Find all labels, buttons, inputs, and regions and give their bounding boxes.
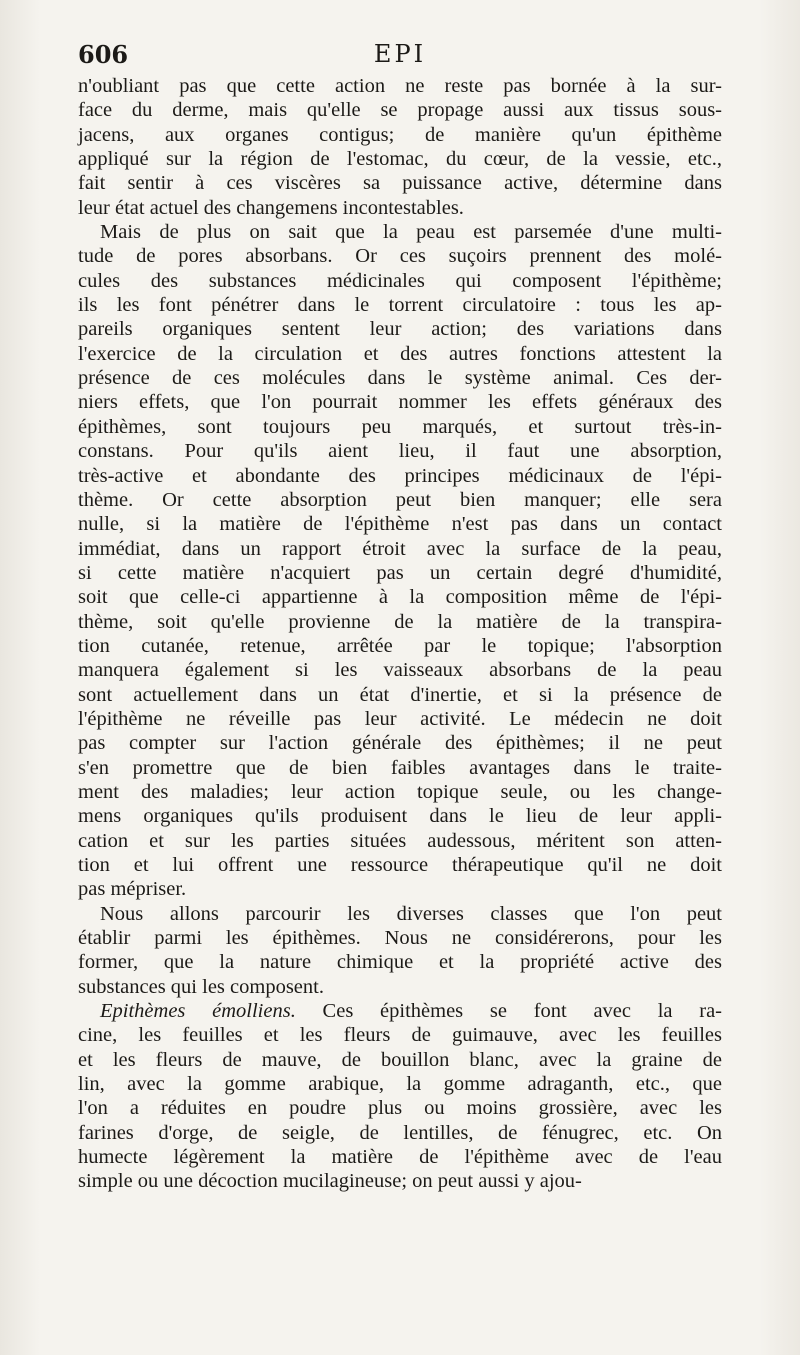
- text-line: jacens, aux organes contigus; de manière qu'un épithème: [78, 123, 722, 146]
- paragraph-absorption: [78, 220, 722, 902]
- text-line: substances qui les composent.: [78, 975, 324, 998]
- text-line: immédiat, dans un rapport étroit avec la surface de la peau,: [78, 537, 722, 560]
- text-line: tion et lui offrent une ressource thérapeutique qu'il ne doit: [78, 854, 722, 876]
- text-line: [78, 999, 722, 1023]
- text-line: épithèmes, sont toujours peu marqués, et surtout très-in-: [78, 415, 722, 438]
- text-line: former, que la nature chimique et la propriété active des: [78, 951, 722, 974]
- text-line: mens organiques qu'ils produisent dans le lieu de leur appli-: [78, 805, 722, 828]
- text-line: face du derme, mais qu'elle se propage aussi aux tissus sous-: [78, 99, 722, 122]
- text-line: si cette matière n'acquiert pas un certain degré d'humidité,: [78, 561, 722, 584]
- text-line: niers effets, que l'on pourrait nommer les effets généraux des: [78, 391, 722, 414]
- text-line: pas mépriser.: [78, 878, 187, 901]
- text-line: Nous allons parcourir les diverses classes que l'on peut: [100, 902, 722, 925]
- text-line: cation et sur les parties situées audessous, méritent son atten-: [78, 829, 722, 852]
- text-line: cules des substances médicinales qui composent l'épithème;: [78, 269, 722, 292]
- text-line: appliqué sur la région de l'estomac, du cœur, de la vessie, etc.,: [78, 148, 722, 171]
- text-line: lin, avec la gomme arabique, la gomme adraganth, etc., que: [78, 1073, 722, 1096]
- text-line: fait sentir à ces viscères sa puissance active, détermine dans: [78, 172, 722, 195]
- text-line: établir parmi les épithèmes. Nous ne considérerons, pour les: [78, 927, 722, 950]
- text-line: Mais de plus on sait que la peau est parsemée d'une multi-: [100, 221, 722, 244]
- text-line: n'oubliant pas que cette action ne reste pas bornée à la sur-: [78, 75, 722, 97]
- text-line: ils les font pénétrer dans le torrent circulatoire : tous les ap-: [78, 294, 722, 317]
- page-header: [78, 40, 722, 76]
- text-line: leur état actuel des changemens incontestables.: [78, 196, 464, 219]
- text-line: pas compter sur l'action générale des épithèmes; il ne peut: [78, 732, 722, 755]
- text-line: thème. Or cette absorption peut bien manquer; elle sera: [78, 488, 722, 511]
- paragraph-classes: [78, 902, 722, 999]
- text-line: tion cutanée, retenue, arrêtée par le topique; l'absorption: [78, 634, 722, 657]
- text-line: manquera également si les vaisseaux absorbans de la peau: [78, 659, 722, 682]
- text-line: très-active et abondante des principes médicinaux de l'épi-: [78, 464, 722, 487]
- text-line: l'exercice de la circulation et des autres fonctions attestent la: [78, 342, 722, 365]
- body-text: [78, 74, 722, 1194]
- text-line: s'en promettre que de bien faibles avantages dans le traite-: [78, 756, 722, 779]
- text-line: sont actuellement dans un état d'inertie, et si la présence de: [78, 683, 722, 706]
- text-line: soit que celle-ci appartienne à la composition même de l'épi-: [78, 586, 722, 609]
- running-head: EPI: [373, 40, 427, 68]
- text-line: présence de ces molécules dans le système animal. Ces der-: [78, 367, 722, 390]
- text-line: farines d'orge, de seigle, de lentilles, de fénugrec, etc. On: [78, 1121, 722, 1144]
- text-line: nulle, si la matière de l'épithème n'est pas dans un contact: [78, 513, 722, 536]
- paragraph-continuation: [78, 74, 722, 220]
- text-line: constans. Pour qu'ils aient lieu, il faut une absorption,: [78, 440, 722, 463]
- text-line: tude de pores absorbans. Or ces suçoirs prennent des molé-: [78, 245, 722, 268]
- text-line: l'épithème ne réveille pas leur activité. Le médecin ne doit: [78, 707, 722, 730]
- text-line: cine, les feuilles et les fleurs de guimauve, avec les feuilles: [78, 1024, 722, 1047]
- section-term: Epithèmes émolliens.: [100, 1000, 296, 1023]
- page-number: 606: [78, 40, 129, 69]
- text-line: ment des maladies; leur action topique seule, ou les change-: [78, 780, 722, 803]
- text-line: et les fleurs de mauve, de bouillon blanc, avec la graine de: [78, 1048, 722, 1071]
- text-line: pareils organiques sentent leur action; des variations dans: [78, 318, 722, 341]
- text-line: l'on a réduites en poudre plus ou moins grossière, avec les: [78, 1097, 722, 1120]
- text-line: thème, soit qu'elle provienne de la matière de la transpira-: [78, 610, 722, 633]
- text-line-rest: Ces épithèmes se font avec la ra-: [295, 1000, 722, 1023]
- text-line: simple ou une décoction mucilagineuse; on peut aussi y ajou-: [78, 1170, 582, 1193]
- paragraph-emollient-epithems: [78, 999, 722, 1194]
- text-line: humecte légèrement la matière de l'épithème avec de l'eau: [78, 1146, 722, 1169]
